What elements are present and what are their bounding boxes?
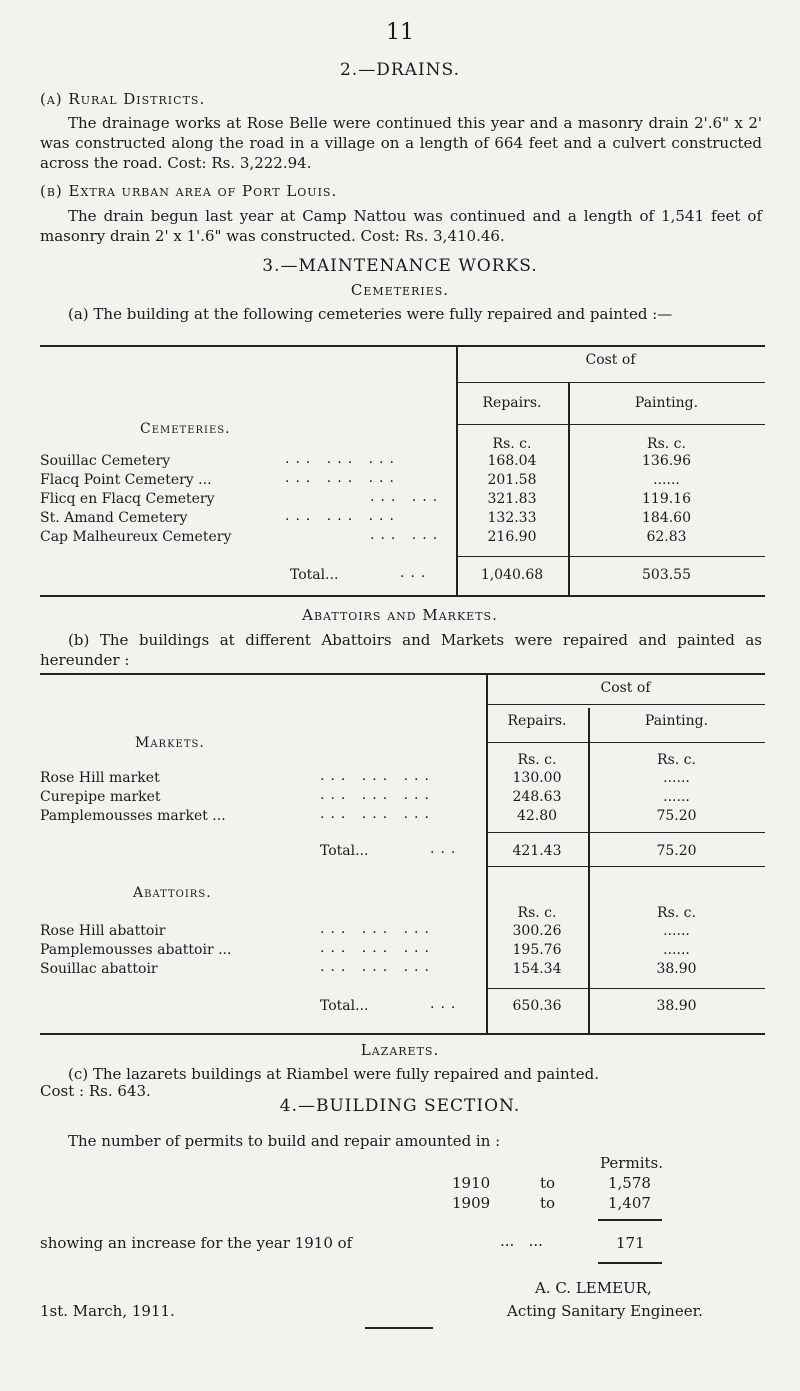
table-row-label: Souillac Cemetery: [40, 453, 171, 469]
unit-label: Rs. c.: [647, 436, 686, 452]
leader-dots: ... ... ...: [285, 470, 400, 486]
painting-value: 184.60: [642, 510, 691, 526]
cost-of-header: Cost of: [600, 680, 651, 696]
rural-districts-heading: (a) Rural Districts.: [40, 90, 206, 108]
table-bottom-rule: [40, 595, 765, 597]
leader-dots: ... ... ...: [320, 768, 435, 784]
table-row-label: Pamplemousses market ...: [40, 808, 226, 824]
table-row-label: Flacq Point Cemetery ...: [40, 472, 212, 488]
header-rule: [486, 704, 765, 705]
leader-dots: ... ... ...: [320, 921, 435, 937]
painting-value: 136.96: [642, 453, 691, 469]
unit-label: Rs. c.: [657, 905, 696, 921]
painting-value: 75.20: [656, 808, 697, 824]
repairs-value: 321.83: [487, 491, 537, 507]
sum-rule: [598, 1219, 662, 1221]
table-bottom-rule: [40, 1033, 765, 1035]
signature-name: A. C. LEMEUR,: [535, 1279, 652, 1297]
extra-urban-heading: (b) Extra urban area of Port Louis.: [40, 182, 338, 200]
page-number: 11: [386, 20, 414, 45]
permit-year: 1910: [452, 1174, 491, 1192]
table-row-label: Curepipe market: [40, 789, 161, 805]
table-divider: [568, 382, 570, 595]
leader-dots: ... ...: [370, 489, 444, 505]
sum-rule: [598, 1262, 662, 1264]
section-rule: [486, 866, 765, 867]
leader-dots: ...: [430, 841, 462, 857]
repairs-value: 132.33: [487, 510, 537, 526]
total-painting: 503.55: [642, 567, 691, 583]
permit-to: to: [540, 1174, 556, 1192]
repairs-value: 130.00: [512, 770, 562, 786]
header-rule: [486, 742, 765, 743]
total-painting: 75.20: [656, 843, 697, 859]
table-row-label: Flicq en Flacq Cemetery: [40, 491, 215, 507]
table-top-rule: [40, 345, 765, 347]
maintenance-heading: 3.—MAINTENANCE WORKS.: [262, 256, 538, 276]
painting-value: ......: [653, 472, 680, 488]
unit-label: Rs. c.: [657, 752, 696, 768]
building-heading: 4.—BUILDING SECTION.: [279, 1096, 521, 1116]
table-row-label: Rose Hill abattoir: [40, 923, 166, 939]
repairs-header: Repairs.: [507, 713, 567, 729]
cost-of-header: Cost of: [585, 352, 636, 368]
painting-header: Painting.: [634, 395, 699, 411]
repairs-value: 248.63: [512, 789, 562, 805]
cemeteries-row-header: Cemeteries.: [140, 421, 231, 437]
total-rule: [456, 556, 765, 557]
increase-text: showing an increase for the year 1910 of: [40, 1234, 353, 1252]
unit-label: Rs. c.: [517, 905, 557, 921]
total-rule: [486, 832, 765, 833]
table-top-rule: [40, 673, 765, 675]
total-label: Total...: [320, 998, 369, 1014]
leader-dots: ... ... ...: [285, 451, 400, 467]
lazarets-heading: Lazarets.: [360, 1041, 440, 1059]
end-rule: [365, 1327, 433, 1329]
table-row-label: St. Amand Cemetery: [40, 510, 188, 526]
painting-value: ......: [663, 789, 690, 805]
painting-value: 38.90: [656, 961, 697, 977]
permits-header: Permits.: [600, 1154, 663, 1172]
lazarets-text: (c) The lazarets buildings at Riambel were fully repaired and painted.: [68, 1065, 599, 1083]
table-row-label: Rose Hill market: [40, 770, 160, 786]
leader-dots: ...: [400, 565, 432, 581]
total-repairs: 650.36: [512, 998, 562, 1014]
leader-dots: ... ... ...: [320, 787, 435, 803]
painting-value: ......: [663, 942, 690, 958]
painting-header: Painting.: [644, 713, 709, 729]
leader-dots: ... ... ...: [285, 508, 400, 524]
leader-dots: ... ... ...: [320, 806, 435, 822]
cemeteries-heading: Cemeteries.: [350, 281, 450, 299]
painting-value: 62.83: [646, 529, 687, 545]
rural-districts-text: The drainage works at Rose Belle were continued this year and a masonry drain 2'.6" x 2' was constructed along the road in a village on a length of 664 feet and a culvert constructed across the road. Cost: Rs. 3,222.94.: [40, 114, 762, 172]
repairs-value: 168.04: [487, 453, 537, 469]
leader-dots: ... ... ...: [320, 940, 435, 956]
abattoirs-markets-heading: Abattoirs and Markets.: [302, 606, 498, 624]
signature-date: 1st. March, 1911.: [40, 1302, 175, 1320]
abattoirs-header: Abattoirs.: [133, 885, 212, 901]
permit-count: 1,407: [608, 1194, 651, 1212]
permit-to: to: [540, 1194, 556, 1212]
leader-dots: ... ...: [500, 1232, 543, 1250]
total-label: Total...: [290, 567, 339, 583]
total-label: Total...: [320, 843, 369, 859]
unit-label: Rs. c.: [517, 752, 557, 768]
repairs-value: 201.58: [487, 472, 537, 488]
unit-label: Rs. c.: [492, 436, 532, 452]
total-painting: 38.90: [656, 998, 697, 1014]
repairs-value: 300.26: [512, 923, 562, 939]
building-intro: The number of permits to build and repair amounted in :: [68, 1132, 501, 1150]
painting-value: ......: [663, 770, 690, 786]
permit-year: 1909: [452, 1194, 491, 1212]
leader-dots: ... ... ...: [320, 959, 435, 975]
total-repairs: 1,040.68: [480, 567, 544, 583]
repairs-value: 154.34: [512, 961, 562, 977]
repairs-value: 42.80: [516, 808, 558, 824]
repairs-header: Repairs.: [482, 395, 542, 411]
increase-value: 171: [616, 1234, 645, 1252]
signature-title: Acting Sanitary Engineer.: [507, 1302, 703, 1320]
header-rule: [456, 424, 765, 425]
extra-urban-text: The drain begun last year at Camp Nattou was continued and a length of 1,541 feet of masonry drain 2' x 1'.6" was constructed. Cost: Rs. 3,410.46.: [40, 207, 762, 245]
repairs-value: 216.90: [487, 529, 537, 545]
leader-dots: ... ...: [370, 527, 444, 543]
permit-count: 1,578: [608, 1174, 651, 1192]
cemeteries-intro: (a) The building at the following cemeteries were fully repaired and painted :—: [68, 305, 673, 323]
lazarets-cost: Cost : Rs. 643.: [40, 1082, 151, 1100]
markets-header: Markets.: [135, 735, 205, 751]
table-row-label: Souillac abattoir: [40, 961, 158, 977]
abattoirs-intro: (b) The buildings at different Abattoirs and Markets were repaired and painted as hereunder :: [40, 631, 762, 669]
total-repairs: 421.43: [512, 843, 562, 859]
painting-value: ......: [663, 923, 690, 939]
drains-heading: 2.—DRAINS.: [340, 60, 460, 80]
table-row-label: Pamplemousses abattoir ...: [40, 942, 232, 958]
table-row-label: Cap Malheureux Cemetery: [40, 529, 232, 545]
header-rule: [456, 382, 765, 383]
repairs-value: 195.76: [512, 942, 562, 958]
painting-value: 119.16: [642, 491, 691, 507]
leader-dots: ...: [430, 996, 462, 1012]
total-rule: [486, 988, 765, 989]
